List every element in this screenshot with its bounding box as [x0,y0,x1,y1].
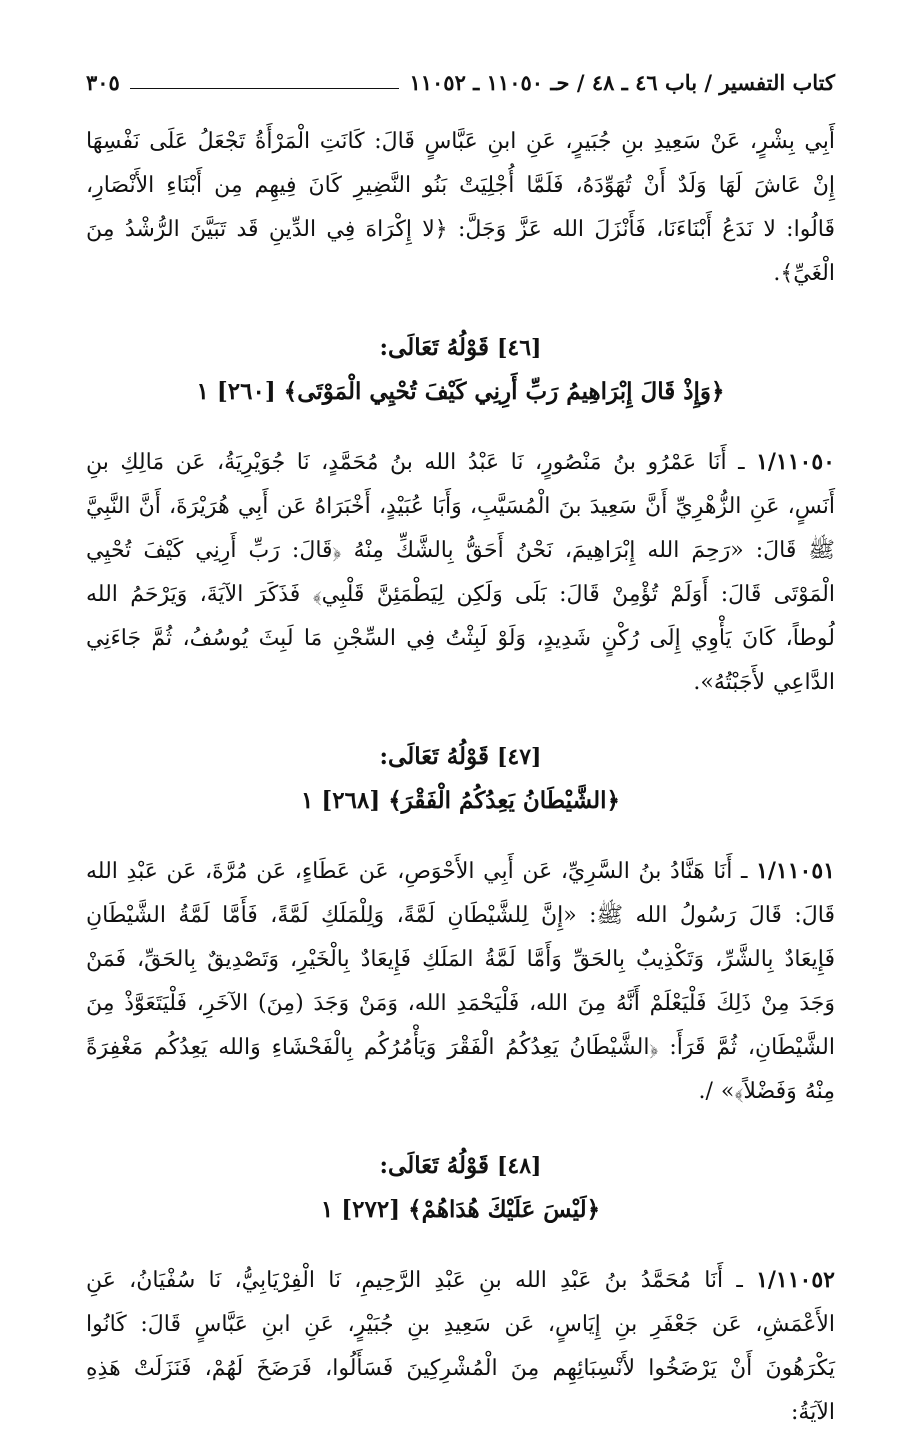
entry-number: ١/١١٠٥٠ [756,449,835,475]
hadith-entry [86,1258,835,1435]
hadith-text: ـ أَنَا عَمْرُو بنُ مَنْصُورٍ، نَا عَبْدُ الله بنُ مُحَمَّدٍ، نَا جُوَيْرِيَةُ، عَن مَالِكِ بنِ أَنَسٍ، عَنِ الزُّهْرِيِّ أَنَّ سَعِيدَ بنَ الْمُسَيَّبِ، وَأَبَا عُبَيْدٍ، أَخْبَرَاهُ عَن أَبِي هُرَيْرَةَ، أَنَّ النَّبِيَّ ﷺ قَالَ: «رَحِمَ الله إِبْرَاهِيمَ، نَحْنُ أَحَقُّ بِالشَّكِّ مِنْهُ ﴿قَالَ: رَبِّ أَرِنِي كَيْفَ تُحْيِي الْمَوْتَى قَالَ: أَوَلَمْ تُؤْمِنْ قَالَ: بَلَى وَلَكِن لِيَطْمَئِنَّ قَلْبِي﴾ فَذَكَرَ الآيَةَ، وَيَرْحَمُ الله لُوطاً، كَانَ يَأْوِي إِلَى رُكْنٍ شَدِيدٍ، وَلَوْ لَبِثْتُ فِي السِّجْنِ مَا لَبِثَ يُوسُفُ، ثُمَّ جَاءَنِي الدَّاعِي لأَجَبْتُهُ». [86,450,835,695]
page-body [86,120,835,1435]
hadith-entry [86,849,835,1114]
quran-verse: ﴿وَإِذْ قَالَ إِبْرَاهِيمُ رَبِّ أَرِنِي كَيْفَ تُحْيِي الْمَوْتَى﴾ [٢٦٠] ١ [196,378,725,405]
section-48 [86,1144,835,1435]
section-number: [٤٦] [496,335,542,361]
section-heading-text: قَوْلُهُ تَعَالَى: [379,334,489,361]
section-gap [86,1114,835,1144]
section-heading-text: قَوْلُهُ تَعَالَى: [379,1152,489,1179]
header-rule [130,88,400,89]
entry-number: ١/١١٠٥٢ [756,1267,835,1293]
section-gap [86,705,835,735]
quran-verse: ﴿لَيْسَ عَلَيْكَ هُدَاهُمْ﴾ [٢٧٢] ١ [320,1196,601,1223]
entry-number: ١/١١٠٥١ [756,858,835,884]
verse-gap [86,1232,835,1258]
section-47 [86,735,835,1114]
hadith-entry [86,440,835,705]
hadith-text: ـ أَنَا مُحَمَّدُ بنُ عَبْدِ الله بنِ عَبْدِ الرَّحِيمِ، نَا الْفِرْيَابِيُّ، نَا سُفْيَانُ، عَنِ الأَعْمَشِ، عَن جَعْفَرِ بنِ إِيَاسٍ، عَن سَعِيدِ بنِ جُبَيْرٍ، عَنِ ابنِ عَبَّاسٍ قَالَ: كَانُوا يَكْرَهُونَ أَنْ يَرْضَخُوا لأَنْسِبَائِهِم مِنَ الْمُشْرِكِينَ فَسَأَلُوا، فَرَضَخَ لَهُمْ، فَنَزَلَتْ هَذِهِ الآيَةُ: [86,1268,835,1425]
running-header [86,70,835,95]
section-heading [86,735,835,779]
section-gap [86,296,835,326]
section-heading [86,326,835,370]
hadith-text: ـ أَنَا هَنَّادُ بنُ السَّرِيِّ، عَن أَبِي الأَحْوَصِ، عَن عَطَاءٍ، عَن مُرَّةَ، عَن عَبْدِ الله قَالَ: قَالَ رَسُولُ الله ﷺ: «إِنَّ لِلشَّيْطَانِ لَمَّةً، وَلِلْمَلَكِ لَمَّةً، فَأَمَّا لَمَّةُ الشَّيْطَانِ فَإِيعَادٌ بِالشَّرِّ، وَتَكْذِيبٌ بِالحَقِّ وَأَمَّا لَمَّةُ المَلَكِ فَإِيعَادٌ بِالْخَيْرِ، وَتَصْدِيقٌ بِالحَقِّ، فَمَنْ وَجَدَ مِنْ ذَلِكَ فَلْيَعْلَمْ أَنَّهُ مِنَ الله، فَلْيَحْمَدِ الله، وَمَنْ وَجَدَ (مِنَ) الآخَرِ، فَلْيَتَعَوَّذْ مِنَ الشَّيْطَانِ، ثُمَّ قَرَأَ: ﴿الشَّيْطَانُ يَعِدُكُمُ الْفَقْرَ وَيَأْمُرُكُم بِالْفَحْشَاءِ وَالله يَعِدُكُم مَغْفِرَةً مِنْهُ وَفَضْلاً﴾» /. [86,859,835,1104]
header-title: كتاب التفسير / باب ٤٦ ـ ٤٨ / حـ ١١٠٥٠ ـ ١١٠٥٢ [409,70,835,95]
page-number: ٣٠٥ [86,70,120,95]
quran-verse: ﴿الشَّيْطَانُ يَعِدُكُمُ الْفَقْرَ﴾ [٢٦٨] ١ [301,787,620,814]
section-heading-text: قَوْلُهُ تَعَالَى: [379,743,489,770]
section-number: [٤٧] [496,744,542,770]
section-46 [86,326,835,705]
intro-paragraph: أَبِي بِشْرٍ، عَنْ سَعِيدِ بنِ جُبَيرٍ، عَنِ ابنِ عَبَّاسٍ قَالَ: كَانَتِ الْمَرْأَةُ تَجْعَلُ عَلَى نَفْسِهَا إِنْ عَاشَ لَهَا وَلَدٌ أَنْ تُهَوِّدَهُ، فَلَمَّا أُجْلِيَتْ بَنُو النَّضِيرِ كَانَ فِيهِم مِن أَبْنَاءِ الأَنْصَارِ، قَالُوا: لا نَدَعُ أَبْنَاءَنَا، فَأَنْزَلَ الله عَزَّ وَجَلَّ: ﴿لا إِكْرَاهَ فِي الدِّينِ قَد تَبَيَّنَ الرُّشْدُ مِنَ الْغَيِّ﴾. [86,129,835,286]
section-heading [86,1144,835,1188]
verse-gap [86,823,835,849]
verse-gap [86,414,835,440]
section-number: [٤٨] [496,1153,542,1179]
